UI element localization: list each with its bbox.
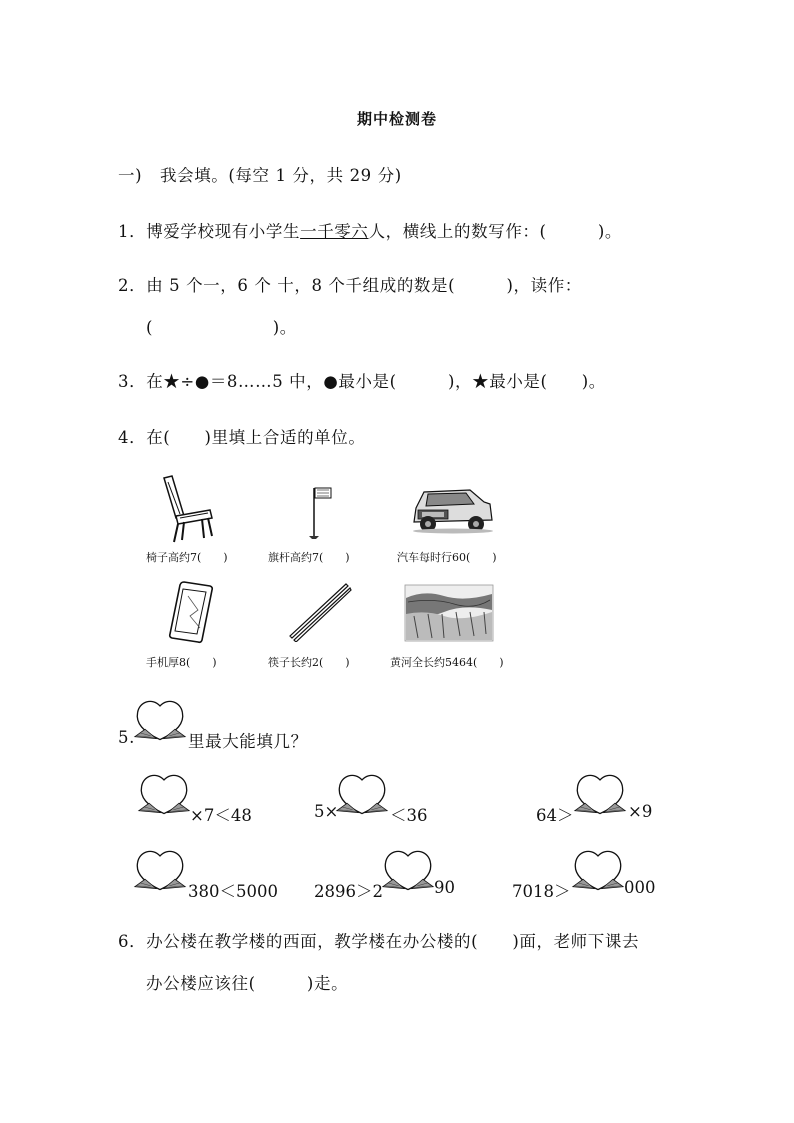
expr-2-before: 5× [314,802,339,821]
flagpole-icon [306,484,336,542]
peach-icon [380,844,436,894]
page-title: 期中检测卷 [356,110,437,128]
caption-chair: 椅子高约7( ) [146,551,228,564]
expr-2-after: ＜36 [390,806,428,825]
question-6-line2: 办公楼应该往( )走。 [146,974,349,993]
phone-icon [168,580,214,644]
peach-icon [132,694,188,744]
question-3: 3．在★÷●＝8……5 中，●最小是( )，★最小是( )。 [118,372,606,391]
expr-3-before: 64＞ [536,806,574,825]
section-heading: 我会填。(每空 1 分，共 29 分) [160,166,402,185]
caption-yellow-river: 黄河全长约5464( ) [390,656,504,669]
expr-3-after: ×9 [628,802,653,821]
question-1 [118,218,622,242]
caption-car: 汽车每时行60( ) [397,551,497,564]
section-number: 一) [118,166,143,185]
peach-icon [132,844,188,894]
q1-suffix: 人，横线上的数写作：( )。 [368,222,622,241]
question-4: 4．在( )里填上合适的单位。 [118,428,366,447]
question-2-line1: 2．由 5 个一，6 个 十，8 个千组成的数是( )，读作： [118,276,582,295]
caption-phone: 手机厚8( ) [146,656,217,669]
expr-5-before: 2896＞2 [314,882,383,901]
expr-6-after: 000 [624,878,656,897]
q5-number: 5. [118,728,135,747]
q1-prefix: 1．博爱学校现有小学生 [118,222,301,241]
peach-icon [136,768,192,818]
chair-icon [158,474,216,544]
caption-flagpole: 旗杆高约7( ) [268,551,350,564]
question-6-line1: 6．办公楼在教学楼的西面，教学楼在办公楼的( )面，老师下课去 [118,932,640,951]
chopsticks-icon [288,582,352,642]
peach-icon [334,768,390,818]
expr-5-after: 90 [434,878,455,897]
peach-icon [570,844,626,894]
expr-4-after: 380＜5000 [188,882,278,901]
q1-underlined-number: 一千零六 [300,222,369,241]
question-2-line2: ( )。 [146,318,297,337]
car-icon [410,482,496,534]
expr-1-after: ×7＜48 [190,806,252,825]
q5-text: 里最大能填几？ [188,732,308,751]
peach-icon [572,768,628,818]
expr-6-before: 7018＞ [512,882,571,901]
caption-chopsticks: 筷子长约2( ) [268,656,350,669]
yellow-river-icon [404,584,494,642]
